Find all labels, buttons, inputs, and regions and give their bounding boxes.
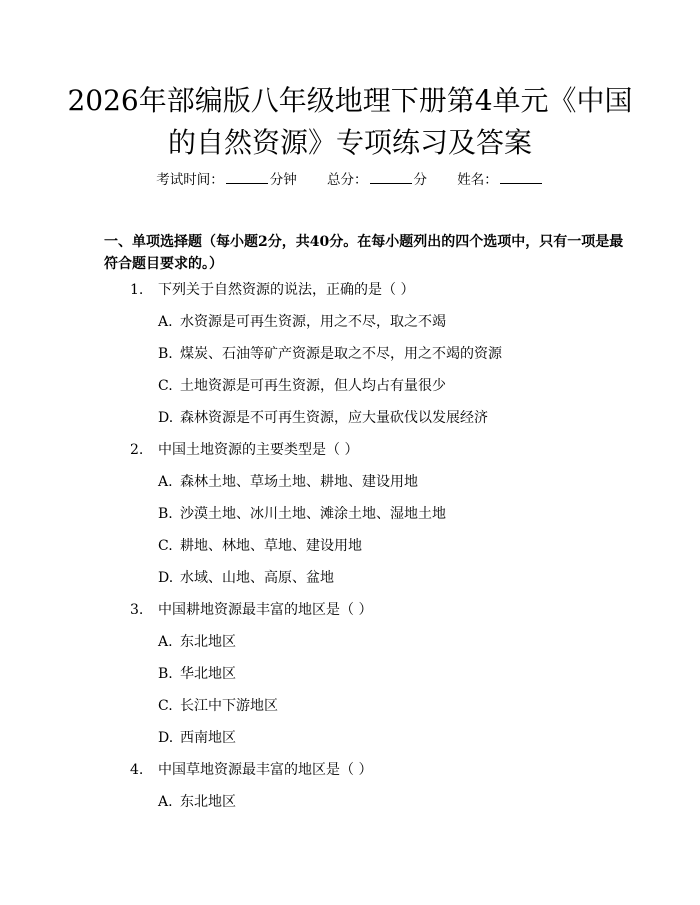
question-2 <box>0 438 700 598</box>
question-number: 2. <box>130 442 144 458</box>
option-a <box>0 470 700 502</box>
option-text: 西南地区 <box>180 730 236 746</box>
option-letter: A. <box>158 794 173 810</box>
student-name <box>457 168 544 188</box>
exam-time-unit: 分钟 <box>269 172 297 188</box>
option-text: 长江中下游地区 <box>180 698 278 714</box>
option-text: 水资源是可再生资源，用之不尽，取之不竭 <box>180 314 446 330</box>
exam-time-label: 考试时间： <box>156 172 224 188</box>
question-text: 下列关于自然资源的说法，正确的是（ ） <box>158 282 415 298</box>
option-text: 森林土地、草场土地、耕地、建设用地 <box>180 474 418 490</box>
option-letter: D. <box>158 570 174 586</box>
question-stem <box>0 598 700 630</box>
option-letter: D. <box>158 410 174 426</box>
option-d <box>0 566 700 598</box>
document-title: 2026年部编版八年级地理下册第4单元《中国的自然资源》专项练习及答案 <box>67 84 633 159</box>
option-text: 土地资源是可再生资源，但人均占有量很少 <box>180 378 446 394</box>
option-text: 水域、山地、高原、盆地 <box>180 570 334 586</box>
option-d <box>0 406 700 438</box>
student-name-label: 姓名： <box>457 172 498 188</box>
option-text: 煤炭、石油等矿产资源是取之不尽，用之不竭的资源 <box>180 346 502 362</box>
option-c <box>0 374 700 406</box>
question-4 <box>0 758 700 822</box>
option-text: 东北地区 <box>180 634 236 650</box>
exam-info <box>0 168 700 188</box>
exam-time-blank <box>226 171 268 184</box>
option-letter: C. <box>158 378 173 394</box>
option-c <box>0 534 700 566</box>
question-3 <box>0 598 700 758</box>
option-text: 东北地区 <box>180 794 236 810</box>
total-score-label: 总分： <box>327 172 368 188</box>
option-letter: B. <box>158 666 173 682</box>
total-score-unit: 分 <box>413 172 427 188</box>
option-c <box>0 694 700 726</box>
option-text: 耕地、林地、草地、建设用地 <box>180 538 362 554</box>
option-letter: D. <box>158 730 174 746</box>
option-a <box>0 310 700 342</box>
total-score <box>327 168 427 188</box>
option-a <box>0 630 700 662</box>
question-number: 3. <box>130 602 144 618</box>
question-stem <box>0 278 700 310</box>
question-1 <box>0 278 700 438</box>
option-letter: A. <box>158 634 173 650</box>
question-text: 中国草地资源最丰富的地区是（ ） <box>158 762 373 778</box>
option-text: 森林资源是不可再生资源，应大量砍伐以发展经济 <box>180 410 488 426</box>
option-a <box>0 790 700 822</box>
option-letter: A. <box>158 474 173 490</box>
option-d <box>0 726 700 758</box>
student-name-blank <box>500 171 542 184</box>
question-number: 4. <box>130 762 144 778</box>
question-stem <box>0 438 700 470</box>
total-score-blank <box>370 171 412 184</box>
option-b <box>0 502 700 534</box>
option-text: 沙漠土地、冰川土地、滩涂土地、湿地土地 <box>180 506 446 522</box>
exam-time <box>156 168 297 188</box>
question-text: 中国土地资源的主要类型是（ ） <box>158 442 359 458</box>
option-b <box>0 662 700 694</box>
question-stem <box>0 758 700 790</box>
section-heading: 一、单项选择题（每小题2分，共40分。在每小题列出的四个选项中，只有一项是最符合题目要求的。） <box>104 234 624 272</box>
option-letter: B. <box>158 346 173 362</box>
question-list <box>0 278 700 822</box>
option-text: 华北地区 <box>180 666 236 682</box>
question-text: 中国耕地资源最丰富的地区是（ ） <box>158 602 373 618</box>
option-letter: C. <box>158 698 173 714</box>
option-letter: C. <box>158 538 173 554</box>
question-number: 1. <box>130 282 144 298</box>
option-b <box>0 342 700 374</box>
option-letter: A. <box>158 314 173 330</box>
option-letter: B. <box>158 506 173 522</box>
